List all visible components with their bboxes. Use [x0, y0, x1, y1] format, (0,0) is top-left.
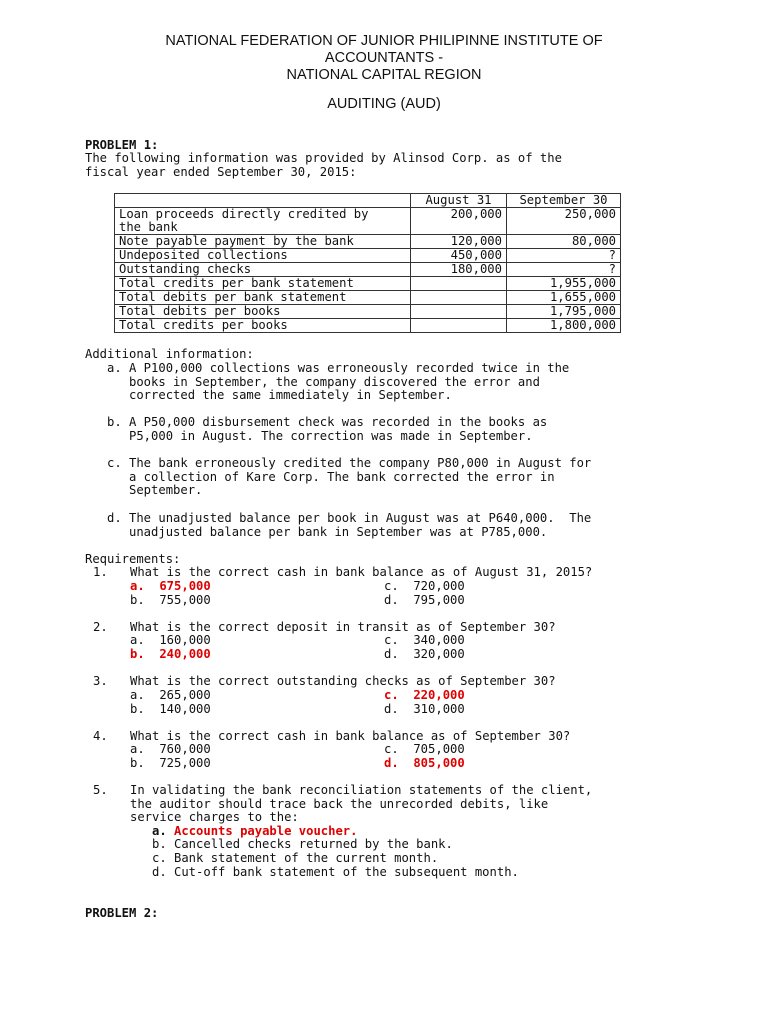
question-1-number: 1.: [93, 565, 108, 579]
question-3-choice-b: b. 140,000: [130, 702, 211, 716]
question-4-choice-b: b. 725,000: [130, 756, 211, 770]
problem-2-heading: PROBLEM 2:: [85, 906, 159, 920]
table-row: [115, 305, 621, 319]
table-cell-august: 120,000: [411, 235, 507, 249]
question-3-choice-c: c. 220,000: [384, 688, 465, 702]
question-1-choice-a: a. 675,000: [130, 579, 211, 593]
question-5-choice-c: c. Bank statement of the current month.: [152, 851, 439, 865]
table-cell-september: 1,655,000: [507, 291, 621, 305]
table-header-september: September 30: [507, 194, 621, 208]
question-5-choice-d: d. Cut-off bank statement of the subsequent month.: [152, 865, 519, 879]
table-cell-august: [411, 305, 507, 319]
question-2-choice-a: a. 160,000: [130, 633, 211, 647]
header-line-2: ACCOUNTANTS -: [324, 50, 444, 66]
additional-item-b: b. A P50,000 disbursement check was recorded in the books as P5,000 in August. The correction was made in September.: [107, 415, 548, 443]
question-4-choice-c: c. 705,000: [384, 742, 465, 756]
table-cell-label: Note payable payment by the bank: [115, 235, 411, 249]
table-cell-september: 250,000: [507, 208, 621, 235]
question-5-choice-a-answer: Accounts payable voucher.: [174, 824, 358, 838]
problem-1-heading: PROBLEM 1:: [85, 138, 159, 152]
question-5-text: In validating the bank reconciliation statements of the client, the auditor should trace back the unrecorded debits, like service charges to the:: [130, 783, 593, 825]
table-row: [115, 208, 621, 235]
additional-item-c: c. The bank erroneously credited the company P80,000 in August for a collection of Kare Corp. The bank corrected the error in September.: [107, 456, 592, 498]
additional-item-d: d. The unadjusted balance per book in August was at P640,000. The unadjusted balance per bank in September was at P785,000.: [107, 511, 592, 539]
table-cell-label: Total credits per books: [115, 319, 411, 333]
table-header-row: [115, 194, 621, 208]
table-cell-september: 1,955,000: [507, 277, 621, 291]
question-4-text: What is the correct cash in bank balance as of September 30?: [130, 729, 571, 743]
question-2-number: 2.: [93, 620, 108, 634]
table-row: [115, 235, 621, 249]
table-cell-august: [411, 319, 507, 333]
table-cell-label: Loan proceeds directly credited by the bank: [115, 208, 411, 235]
table-cell-september: ?: [507, 263, 621, 277]
question-1-text: What is the correct cash in bank balance as of August 31, 2015?: [130, 565, 593, 579]
table-cell-september: 1,800,000: [507, 319, 621, 333]
question-1-choice-b: b. 755,000: [130, 593, 211, 607]
table-cell-august: [411, 291, 507, 305]
question-5-choice-a-letter: a.: [152, 824, 167, 838]
table-cell-label: Total credits per bank statement: [115, 277, 411, 291]
question-4-choice-d: d. 805,000: [384, 756, 465, 770]
header-line-3: NATIONAL CAPITAL REGION: [286, 67, 482, 83]
table-row: [115, 291, 621, 305]
question-4-number: 4.: [93, 729, 108, 743]
question-5-choice-b: b. Cancelled checks returned by the bank.: [152, 837, 453, 851]
table-row: [115, 277, 621, 291]
table-cell-label: Outstanding checks: [115, 263, 411, 277]
table-cell-label: Undeposited collections: [115, 249, 411, 263]
question-2-text: What is the correct deposit in transit as of September 30?: [130, 620, 556, 634]
table-cell-september: 80,000: [507, 235, 621, 249]
table-row: [115, 249, 621, 263]
question-3-choice-a: a. 265,000: [130, 688, 211, 702]
bank-data-table: [114, 193, 621, 333]
question-3-choice-d: d. 310,000: [384, 702, 465, 716]
question-2-choice-d: d. 320,000: [384, 647, 465, 661]
question-5-number: 5.: [93, 783, 108, 797]
requirements-label: Requirements:: [85, 552, 181, 566]
problem-1-intro-line-1: The following information was provided by Alinsod Corp. as of the: [85, 151, 562, 165]
table-cell-august: 450,000: [411, 249, 507, 263]
additional-item-a: a. A P100,000 collections was erroneously recorded twice in the books in September, the company discovered the error and corrected the same immediately in September.: [107, 361, 570, 403]
table-header-august: August 31: [411, 194, 507, 208]
subject-title: AUDITING (AUD): [327, 96, 441, 112]
table-cell-august: [411, 277, 507, 291]
table-cell-label: Total debits per books: [115, 305, 411, 319]
question-1-choice-c: c. 720,000: [384, 579, 465, 593]
header-line-1: NATIONAL FEDERATION OF JUNIOR PHILIPINNE INSTITUTE OF: [165, 33, 603, 49]
problem-1-intro-line-2: fiscal year ended September 30, 2015:: [85, 165, 357, 179]
question-3-number: 3.: [93, 674, 108, 688]
table-cell-september: 1,795,000: [507, 305, 621, 319]
table-cell-label: Total debits per bank statement: [115, 291, 411, 305]
table-row: [115, 263, 621, 277]
question-3-text: What is the correct outstanding checks as of September 30?: [130, 674, 556, 688]
table-cell-august: 200,000: [411, 208, 507, 235]
question-1-choice-d: d. 795,000: [384, 593, 465, 607]
document-header: [0, 33, 768, 113]
table-row: [115, 319, 621, 333]
question-4-choice-a: a. 760,000: [130, 742, 211, 756]
question-2-choice-c: c. 340,000: [384, 633, 465, 647]
table-cell-august: 180,000: [411, 263, 507, 277]
additional-info-label: Additional information:: [85, 347, 254, 361]
question-2-choice-b: b. 240,000: [130, 647, 211, 661]
table-header-blank: [115, 194, 411, 208]
table-cell-september: ?: [507, 249, 621, 263]
